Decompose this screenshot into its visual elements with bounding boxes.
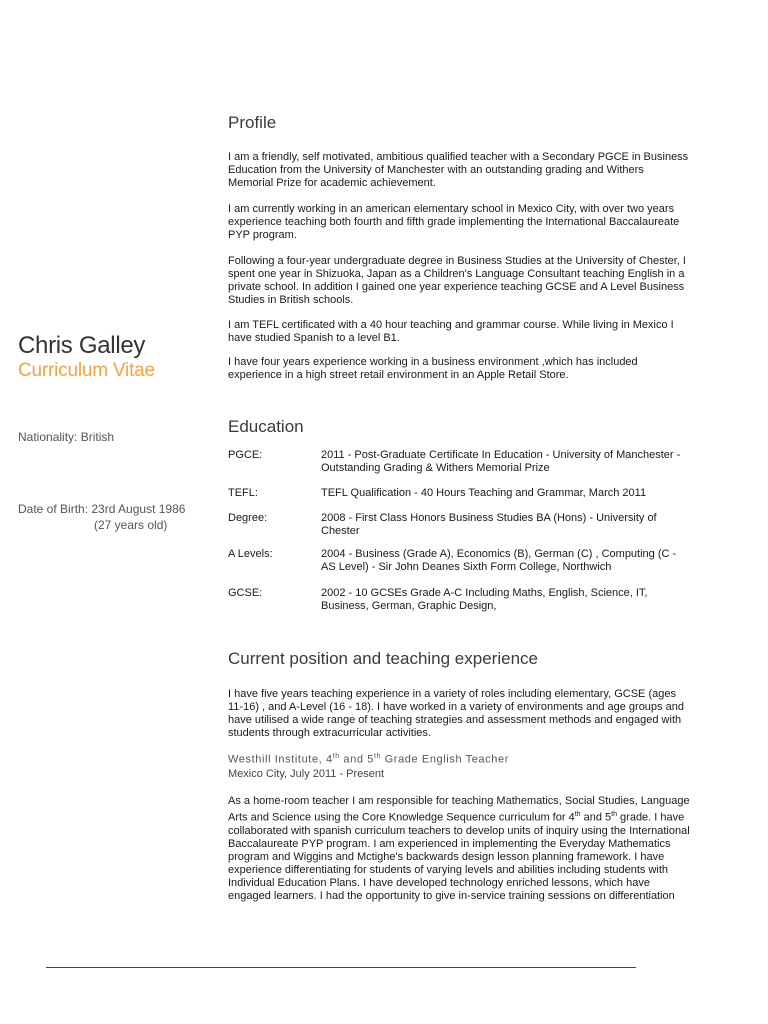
date-of-birth: Date of Birth: 23rd August 1986 xyxy=(18,502,186,516)
profile-text: I am a friendly, self motivated, ambitious qualified teacher with a Secondary PGCE in Business Education from the University of Manchester with an outstanding grading and Withers Memorial Prize for academic achievement. xyxy=(228,151,689,189)
age: (27 years old) xyxy=(94,518,168,532)
profile-paragraph xyxy=(228,151,690,190)
education-value: 2008 - First Class Honors Business Studies BA (Hons) - University of Chester xyxy=(321,512,657,537)
profile-paragraph xyxy=(228,255,690,307)
candidate-name: Chris Galley xyxy=(18,332,146,359)
education-key: TEFL: xyxy=(228,487,258,499)
profile-text: Following a four-year undergraduate degree in Business Studies at the University of Chester, I spent one year in Shizuoka, Japan as a Children's Language Consultant teaching English in a private school. In addition I gained one year experience teaching GCSE and A Level Business Studies in British schools. xyxy=(228,255,686,306)
education-heading: Education xyxy=(228,417,304,436)
education-value: TEFL Qualification - 40 Hours Teaching and Grammar, March 2011 xyxy=(321,487,647,499)
experience-heading: Current position and teaching experience xyxy=(228,649,538,668)
education-key: GCSE: xyxy=(228,587,263,599)
profile-text: I have four years experience working in a business environment ,which has included experience in a high street retail environment in an Apple Retail Store. xyxy=(228,356,638,381)
profile-paragraph xyxy=(228,356,690,382)
education-value: 2002 - 10 GCSEs Grade A-C Including Maths, English, Science, IT, Business, German, Graphic Design, xyxy=(321,587,648,612)
role-location-dates: Mexico City, July 2011 - Present xyxy=(228,768,385,780)
education-value: 2011 - Post-Graduate Certificate In Education - University of Manchester - Outstanding Grading & Withers Memorial Prize xyxy=(321,449,681,474)
role-title: Westhill Institute, 4th and 5th Grade English Teacher xyxy=(228,753,509,766)
education-value: 2004 - Business (Grade A), Economics (B), German (C) , Computing (C - AS Level) - Sir John Deanes Sixth Form College, Northwich xyxy=(321,548,677,573)
education-key: Degree: xyxy=(228,512,268,524)
document-title: Curriculum Vitae xyxy=(18,360,155,381)
nationality: Nationality: British xyxy=(18,430,115,444)
bottom-divider xyxy=(46,967,636,968)
profile-text: I am TEFL certificated with a 40 hour teaching and grammar course. While living in Mexico I have studied Spanish to a level B1. xyxy=(228,319,674,344)
profile-paragraph xyxy=(228,203,690,242)
experience-intro-text: I have five years teaching experience in a variety of roles including elementary, GCSE (ages 11-16) , and A-Level (16 - 18). I have worked in a variety of environments and age groups and have utilised a wide range of teaching strategies and assessment methods and engaged with students through extracurricular activities. xyxy=(228,688,684,739)
education-key: PGCE: xyxy=(228,449,263,461)
experience-intro xyxy=(228,688,690,740)
education-key: A Levels: xyxy=(228,548,273,560)
role-duties-text: As a home-room teacher I am responsible for teaching Mathematics, Social Studies, Language Arts and Science using the Core Knowledge Sequence curriculum for 4th and 5th grade. I have collaborated with spanish curriculum teachers to develop units of inquiry using the International Baccalaureate PYP program. I am experienced in implementing the Everyday Mathematics program and Wiggins and Mctighe's backwards design lesson planning framework. I have experience differentiating for students of varying levels and abilities including students with Individual Education Plans. I have developed technology enriched lessons, which have engaged learners. I had the opportunity to give in-service training sessions on differentiation xyxy=(228,795,690,902)
profile-heading: Profile xyxy=(228,113,277,132)
profile-paragraph xyxy=(228,319,690,345)
role-duties xyxy=(228,795,690,903)
employer: Westhill Institute, xyxy=(228,753,323,766)
profile-text: I am currently working in an american elementary school in Mexico City, with over two years experience teaching both fourth and fifth grade implementing the International Baccalaureate PYP program. xyxy=(228,203,680,241)
